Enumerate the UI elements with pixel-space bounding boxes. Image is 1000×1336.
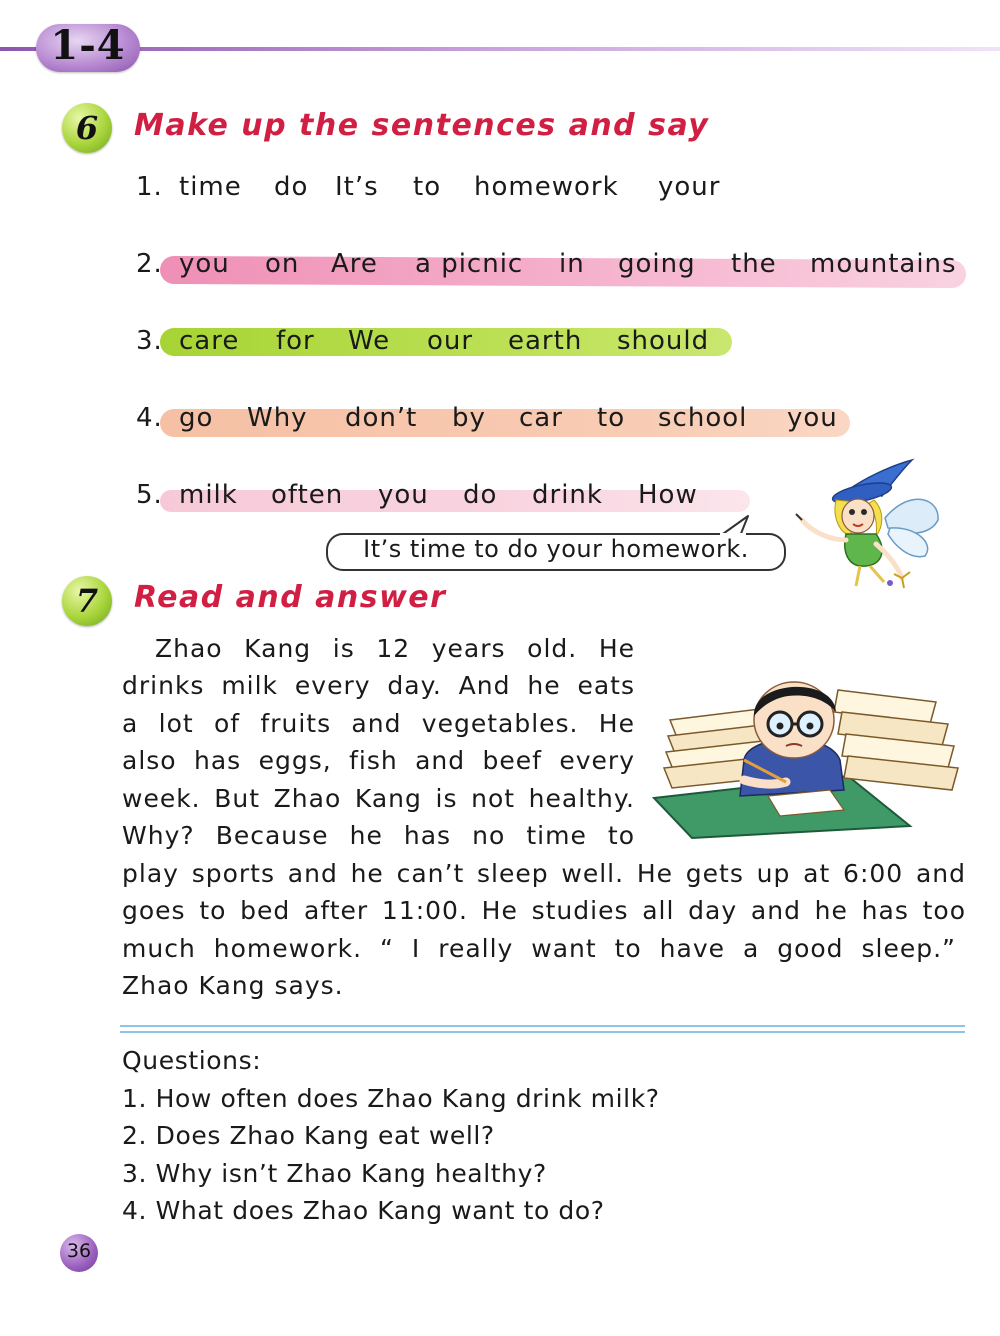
word-tile: Are xyxy=(331,249,378,279)
page-number: 36 xyxy=(66,1240,92,1262)
question-item: 1. How often does Zhao Kang drink milk? xyxy=(122,1084,660,1113)
passage-line: also has eggs, fish and beef every xyxy=(122,746,635,775)
word-tile: on xyxy=(265,249,300,279)
word-tile: for xyxy=(276,326,315,356)
word-tile: going xyxy=(618,249,696,279)
word-tile: school xyxy=(658,403,748,433)
passage-line: play sports and he can’t sleep well. He gets up at 6:00 and xyxy=(122,859,966,888)
word-tile: you xyxy=(378,480,429,510)
section-7-title: Read and answer xyxy=(134,580,447,615)
word-tile: How xyxy=(638,480,698,510)
word-tile: don’t xyxy=(345,403,418,433)
word-tile: We xyxy=(348,326,391,356)
word-tile: time xyxy=(179,172,242,202)
word-tile: car xyxy=(519,403,563,433)
word-tile: the xyxy=(731,249,777,279)
word-tile: homework xyxy=(474,172,619,202)
question-item: 3. Why isn’t Zhao Kang healthy? xyxy=(122,1159,547,1188)
section-6-title: Make up the sentences and say xyxy=(134,108,710,143)
passage-line: much homework. “ I really want to have a good sleep.” xyxy=(122,934,956,963)
word-tile: to xyxy=(597,403,626,433)
word-tile: It’s xyxy=(335,172,379,202)
word-tile: Why xyxy=(247,403,308,433)
word-tile: you xyxy=(787,403,838,433)
row-number: 2. xyxy=(136,249,163,279)
passage-line: Why? Because he has no time to xyxy=(122,821,635,850)
word-tile: do xyxy=(274,172,309,202)
word-tile: to xyxy=(413,172,442,202)
word-tile: often xyxy=(271,480,344,510)
passage-line: week. But Zhao Kang is not healthy. xyxy=(122,784,635,813)
example-answer: It’s time to do your homework. xyxy=(363,535,749,563)
boy-studying-illustration xyxy=(648,650,963,840)
word-tile: in xyxy=(559,249,585,279)
divider-line xyxy=(120,1025,965,1027)
word-tile: should xyxy=(617,326,710,356)
word-tile: go xyxy=(179,403,214,433)
word-tile: do xyxy=(463,480,498,510)
section-6-number: 6 xyxy=(75,109,99,147)
row-number: 5. xyxy=(136,480,163,510)
questions-heading: Questions: xyxy=(122,1046,262,1075)
divider-line xyxy=(120,1031,965,1033)
word-tile: your xyxy=(658,172,721,202)
word-tile: you xyxy=(179,249,230,279)
word-tile: care xyxy=(179,326,240,356)
word-tile: drink xyxy=(532,480,603,510)
passage-line: a lot of fruits and vegetables. He xyxy=(122,709,635,738)
word-tile: by xyxy=(452,403,486,433)
word-tile: our xyxy=(427,326,474,356)
word-tile: earth xyxy=(508,326,583,356)
row-number: 3. xyxy=(136,326,163,356)
passage-line: drinks milk every day. And he eats xyxy=(122,671,635,700)
unit-label: 1-4 xyxy=(50,22,126,69)
passage-line: Zhao Kang is 12 years old. He xyxy=(155,634,635,663)
question-item: 2. Does Zhao Kang eat well? xyxy=(122,1121,495,1150)
passage-line: goes to bed after 11:00. He studies all day and he has too xyxy=(122,896,966,925)
passage-line: Zhao Kang says. xyxy=(122,971,344,1000)
word-tile: mountains xyxy=(810,249,957,279)
question-item: 4. What does Zhao Kang want to do? xyxy=(122,1196,605,1225)
row-number: 1. xyxy=(136,172,163,202)
word-tile: milk xyxy=(179,480,238,510)
row-number: 4. xyxy=(136,403,163,433)
header-rule xyxy=(0,46,1000,52)
section-7-number: 7 xyxy=(75,582,99,620)
fairy-illustration xyxy=(790,448,950,593)
word-tile: a picnic xyxy=(415,249,524,279)
